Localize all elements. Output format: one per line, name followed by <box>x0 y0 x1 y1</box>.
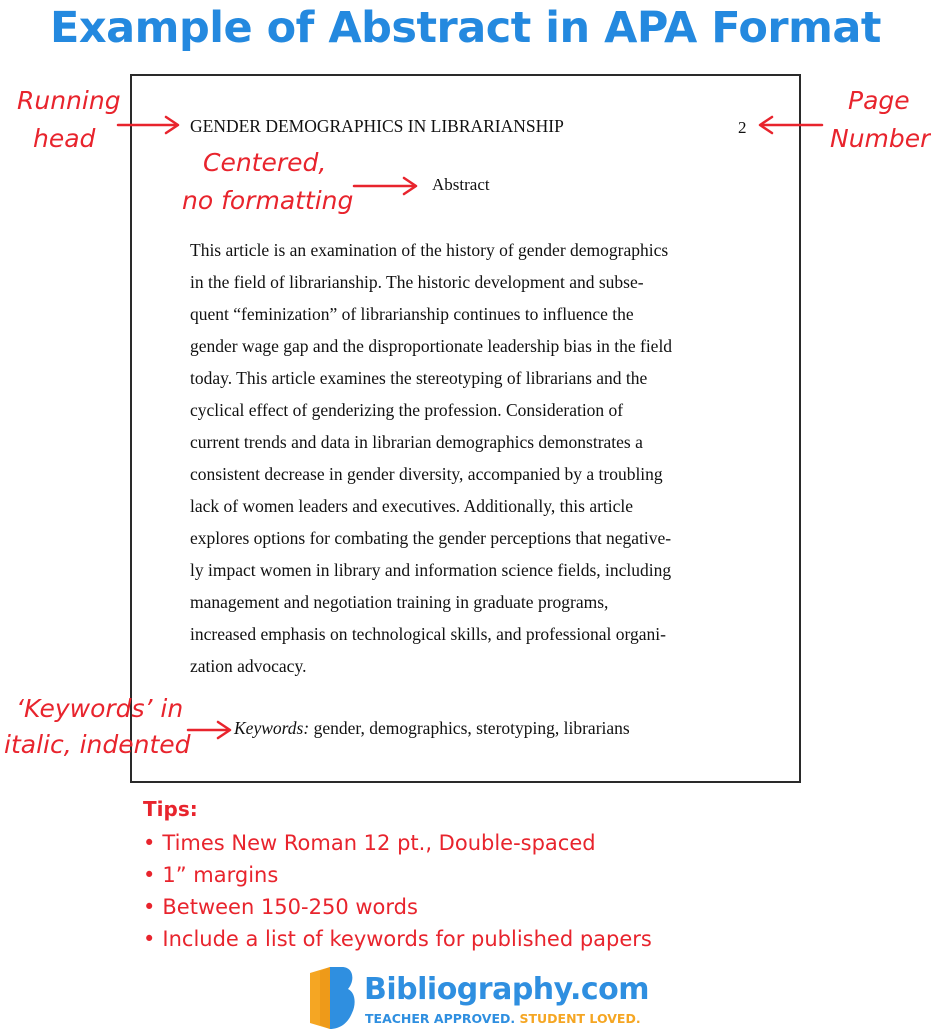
keywords-line <box>234 718 630 739</box>
tagline-part2: STUDENT LOVED. <box>519 1011 641 1026</box>
abstract-line: gender wage gap and the disproportionate leadership bias in the field <box>190 336 673 356</box>
abstract-line: current trends and data in librarian demographics demonstrates a <box>190 432 643 452</box>
arrow-right-icon <box>186 719 234 741</box>
arrow-left-icon <box>756 114 826 136</box>
arrow-right-icon <box>352 175 420 197</box>
abstract-line: consistent decrease in gender diversity, accompanied by a troubling <box>190 464 663 484</box>
abstract-heading: Abstract <box>432 175 490 194</box>
abstract-line: ly impact women in library and information science fields, including <box>190 560 672 580</box>
bullet-icon: • <box>143 831 156 855</box>
annotation-centered-line2: no formatting <box>182 186 354 215</box>
annotation-keywords-line2: italic, indented <box>4 730 191 759</box>
page-title: Example of Abstract in APA Format <box>50 3 881 53</box>
annotation-page-number-line1: Page <box>848 86 910 115</box>
tagline-part1: TEACHER APPROVED. <box>365 1011 516 1026</box>
tip-item <box>143 891 652 923</box>
tip-text: 1” margins <box>162 863 279 887</box>
annotation-running-head-line2: head <box>33 124 96 153</box>
paper-page-sample <box>130 74 801 783</box>
tip-text: Include a list of keywords for published papers <box>162 927 652 951</box>
abstract-line: in the field of librarianship. The historic development and subse- <box>190 272 644 292</box>
bibliography-b-icon <box>308 967 356 1029</box>
annotation-keywords-line1: ‘Keywords’ in <box>16 694 184 723</box>
tip-text: Times New Roman 12 pt., Double-spaced <box>162 831 596 855</box>
abstract-line: today. This article examines the stereotyping of librarians and the <box>190 368 648 388</box>
tip-item <box>143 859 652 891</box>
abstract-line: zation advocacy. <box>190 656 307 676</box>
arrow-right-icon <box>116 114 182 136</box>
bullet-icon: • <box>143 927 156 951</box>
tip-text: Between 150-250 words <box>162 895 418 919</box>
abstract-line: increased emphasis on technological skills, and professional organi- <box>190 624 666 644</box>
logo-wordmark: Bibliography.com <box>364 972 649 1007</box>
page-number: 2 <box>738 118 747 137</box>
logo-tagline <box>365 1011 641 1027</box>
abstract-line: lack of women leaders and executives. Additionally, this article <box>190 496 634 516</box>
annotation-running-head-line1: Running <box>17 86 121 115</box>
tips-list <box>143 827 652 955</box>
keywords-value: gender, demographics, sterotyping, librarians <box>313 718 630 738</box>
tips-title: Tips: <box>143 797 198 821</box>
running-head: GENDER DEMOGRAPHICS IN LIBRARIANSHIP <box>190 116 564 136</box>
abstract-body <box>190 234 750 682</box>
keywords-label: Keywords: <box>234 718 310 738</box>
abstract-line: cyclical effect of genderizing the profession. Consideration of <box>190 400 624 420</box>
tip-item <box>143 923 652 955</box>
abstract-line: This article is an examination of the history of gender demographics <box>190 240 669 260</box>
bullet-icon: • <box>143 863 156 887</box>
annotation-centered-line1: Centered, <box>203 148 327 177</box>
abstract-line: management and negotiation training in graduate programs, <box>190 592 609 612</box>
abstract-line: explores options for combating the gender perceptions that negative- <box>190 528 672 548</box>
tip-item <box>143 827 652 859</box>
bullet-icon: • <box>143 895 156 919</box>
tips-section <box>143 795 652 955</box>
bibliography-logo[interactable] <box>308 967 649 1029</box>
abstract-line: quent “feminization” of librarianship continues to influence the <box>190 304 634 324</box>
annotation-page-number-line2: Number <box>830 124 931 153</box>
